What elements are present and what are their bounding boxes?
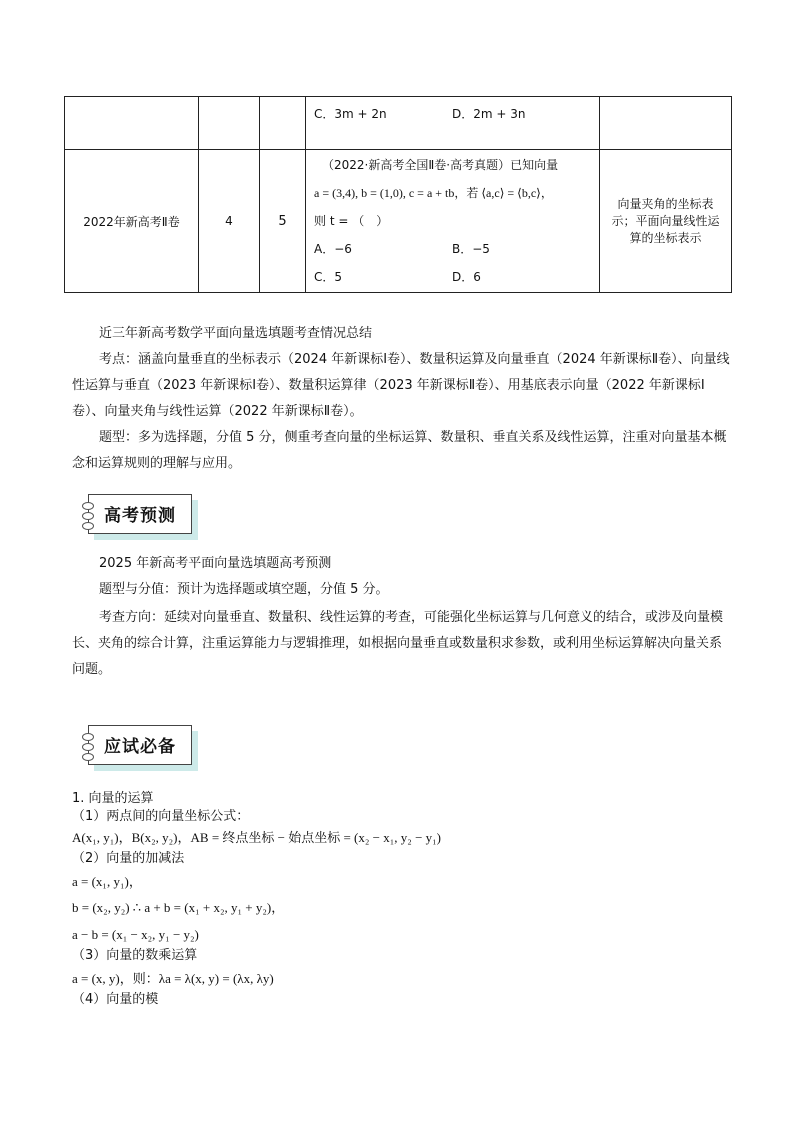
binder-ring-icon bbox=[82, 733, 94, 741]
question-cell bbox=[306, 150, 600, 293]
options-row bbox=[314, 235, 599, 263]
option-a: A．−6 bbox=[314, 242, 352, 256]
section-header-prep bbox=[88, 725, 192, 765]
binder-ring-icon bbox=[82, 502, 94, 510]
option-c: C．5 bbox=[314, 270, 343, 284]
options-row bbox=[314, 263, 599, 291]
option-d: D．2m + 3n bbox=[452, 107, 526, 121]
forecast-direction: 考查方向：延续对向量垂直、数量积、线性运算的考查，可能强化坐标运算与几何意义的结合，或涉及向量模长、夹角的综合计算，注重运算能力与逻辑推理，如根据向量垂直或数量积求参数，或利用坐标运算解决向量关系问题。 bbox=[72, 610, 724, 677]
formula-vector-a: a = (x₁, y₁)， bbox=[72, 874, 142, 889]
option-b: B．−5 bbox=[452, 242, 490, 256]
summary-title: 近三年新高考数学平面向量选填题考查情况总结 bbox=[99, 326, 373, 341]
binder-ring-icon bbox=[82, 522, 94, 530]
sub-heading: （4）向量的模 bbox=[72, 992, 159, 1007]
section-title: 应试必备 bbox=[104, 737, 176, 757]
topic-cell: 向量夹角的坐标表示；平面向量线性运算的坐标表示 bbox=[600, 150, 732, 293]
question-vectors: a = (3,4), b = (1,0), c = a + tb，若 ⟨a,c⟩ = ⟨b,c⟩， bbox=[314, 186, 553, 200]
sub-heading: （3）向量的数乘运算 bbox=[72, 948, 198, 963]
summary-points: 考点：涵盖向量垂直的坐标表示（2024 年新课标Ⅰ卷）、数量积运算及向量垂直（2024 年新课标Ⅱ卷）、向量线性运算与垂直（2023 年新课标Ⅰ卷）、数量积运算律（2023 年新课标Ⅱ卷）、用基底表示向量（2022 年新课标Ⅰ卷）、向量夹角与线性运算（2022 年新课标Ⅱ卷）。 bbox=[72, 352, 730, 419]
number-cell: 4 bbox=[199, 150, 260, 293]
option-d: D．6 bbox=[452, 270, 481, 284]
formula-vector-diff: a − b = (x₁ − x₂, y₁ − y₂) bbox=[72, 927, 199, 942]
sub-heading: （1）两点间的向量坐标公式： bbox=[72, 809, 250, 824]
binder-ring-icon bbox=[82, 743, 94, 751]
section-title: 高考预测 bbox=[104, 506, 176, 526]
item-heading: 1. 向量的运算 bbox=[72, 791, 154, 806]
summary-types: 题型：多为选择题，分值 5 分，侧重考查向量的坐标运算、数量积、垂直关系及线性运算，注重对向量基本概念和运算规则的理解与应用。 bbox=[72, 430, 727, 471]
question-ask: 则 t = （ ） bbox=[314, 214, 389, 228]
topic-cell bbox=[600, 97, 732, 150]
table-row bbox=[65, 97, 732, 150]
score-cell: 5 bbox=[260, 150, 306, 293]
year-cell bbox=[65, 97, 199, 150]
forecast-title: 2025 年新高考平面向量选填题高考预测 bbox=[99, 556, 332, 571]
binder-ring-icon bbox=[82, 512, 94, 520]
formula-vector-coords: A(x₁, y₁)，B(x₂, y₂)，AB = 终点坐标 − 始点坐标 = (x₂ − x₁, y₂ − y₁) bbox=[72, 830, 442, 845]
section-header-forecast bbox=[88, 494, 192, 534]
binder-ring-icon bbox=[82, 753, 94, 761]
sub-heading: （2）向量的加减法 bbox=[72, 851, 185, 866]
forecast-type-score: 题型与分值：预计为选择题或填空题，分值 5 分。 bbox=[99, 582, 389, 597]
options-row bbox=[314, 100, 599, 128]
question-intro: （2022·新高考全国Ⅱ卷·高考真题）已知向量 bbox=[322, 158, 559, 172]
table-row bbox=[65, 150, 732, 293]
question-cell bbox=[306, 97, 600, 150]
year-cell: 2022年新高考Ⅱ卷 bbox=[65, 150, 199, 293]
score-cell bbox=[260, 97, 306, 150]
number-cell bbox=[199, 97, 260, 150]
formula-vector-sum: b = (x₂, y₂) ∴ a + b = (x₁ + x₂, y₁ + y₂)， bbox=[72, 900, 285, 915]
exam-table bbox=[64, 96, 732, 293]
formula-scalar-mult: a = (x, y)，则：λa = λ(x, y) = (λx, λy) bbox=[72, 971, 274, 986]
option-c: C．3m + 2n bbox=[314, 107, 387, 121]
